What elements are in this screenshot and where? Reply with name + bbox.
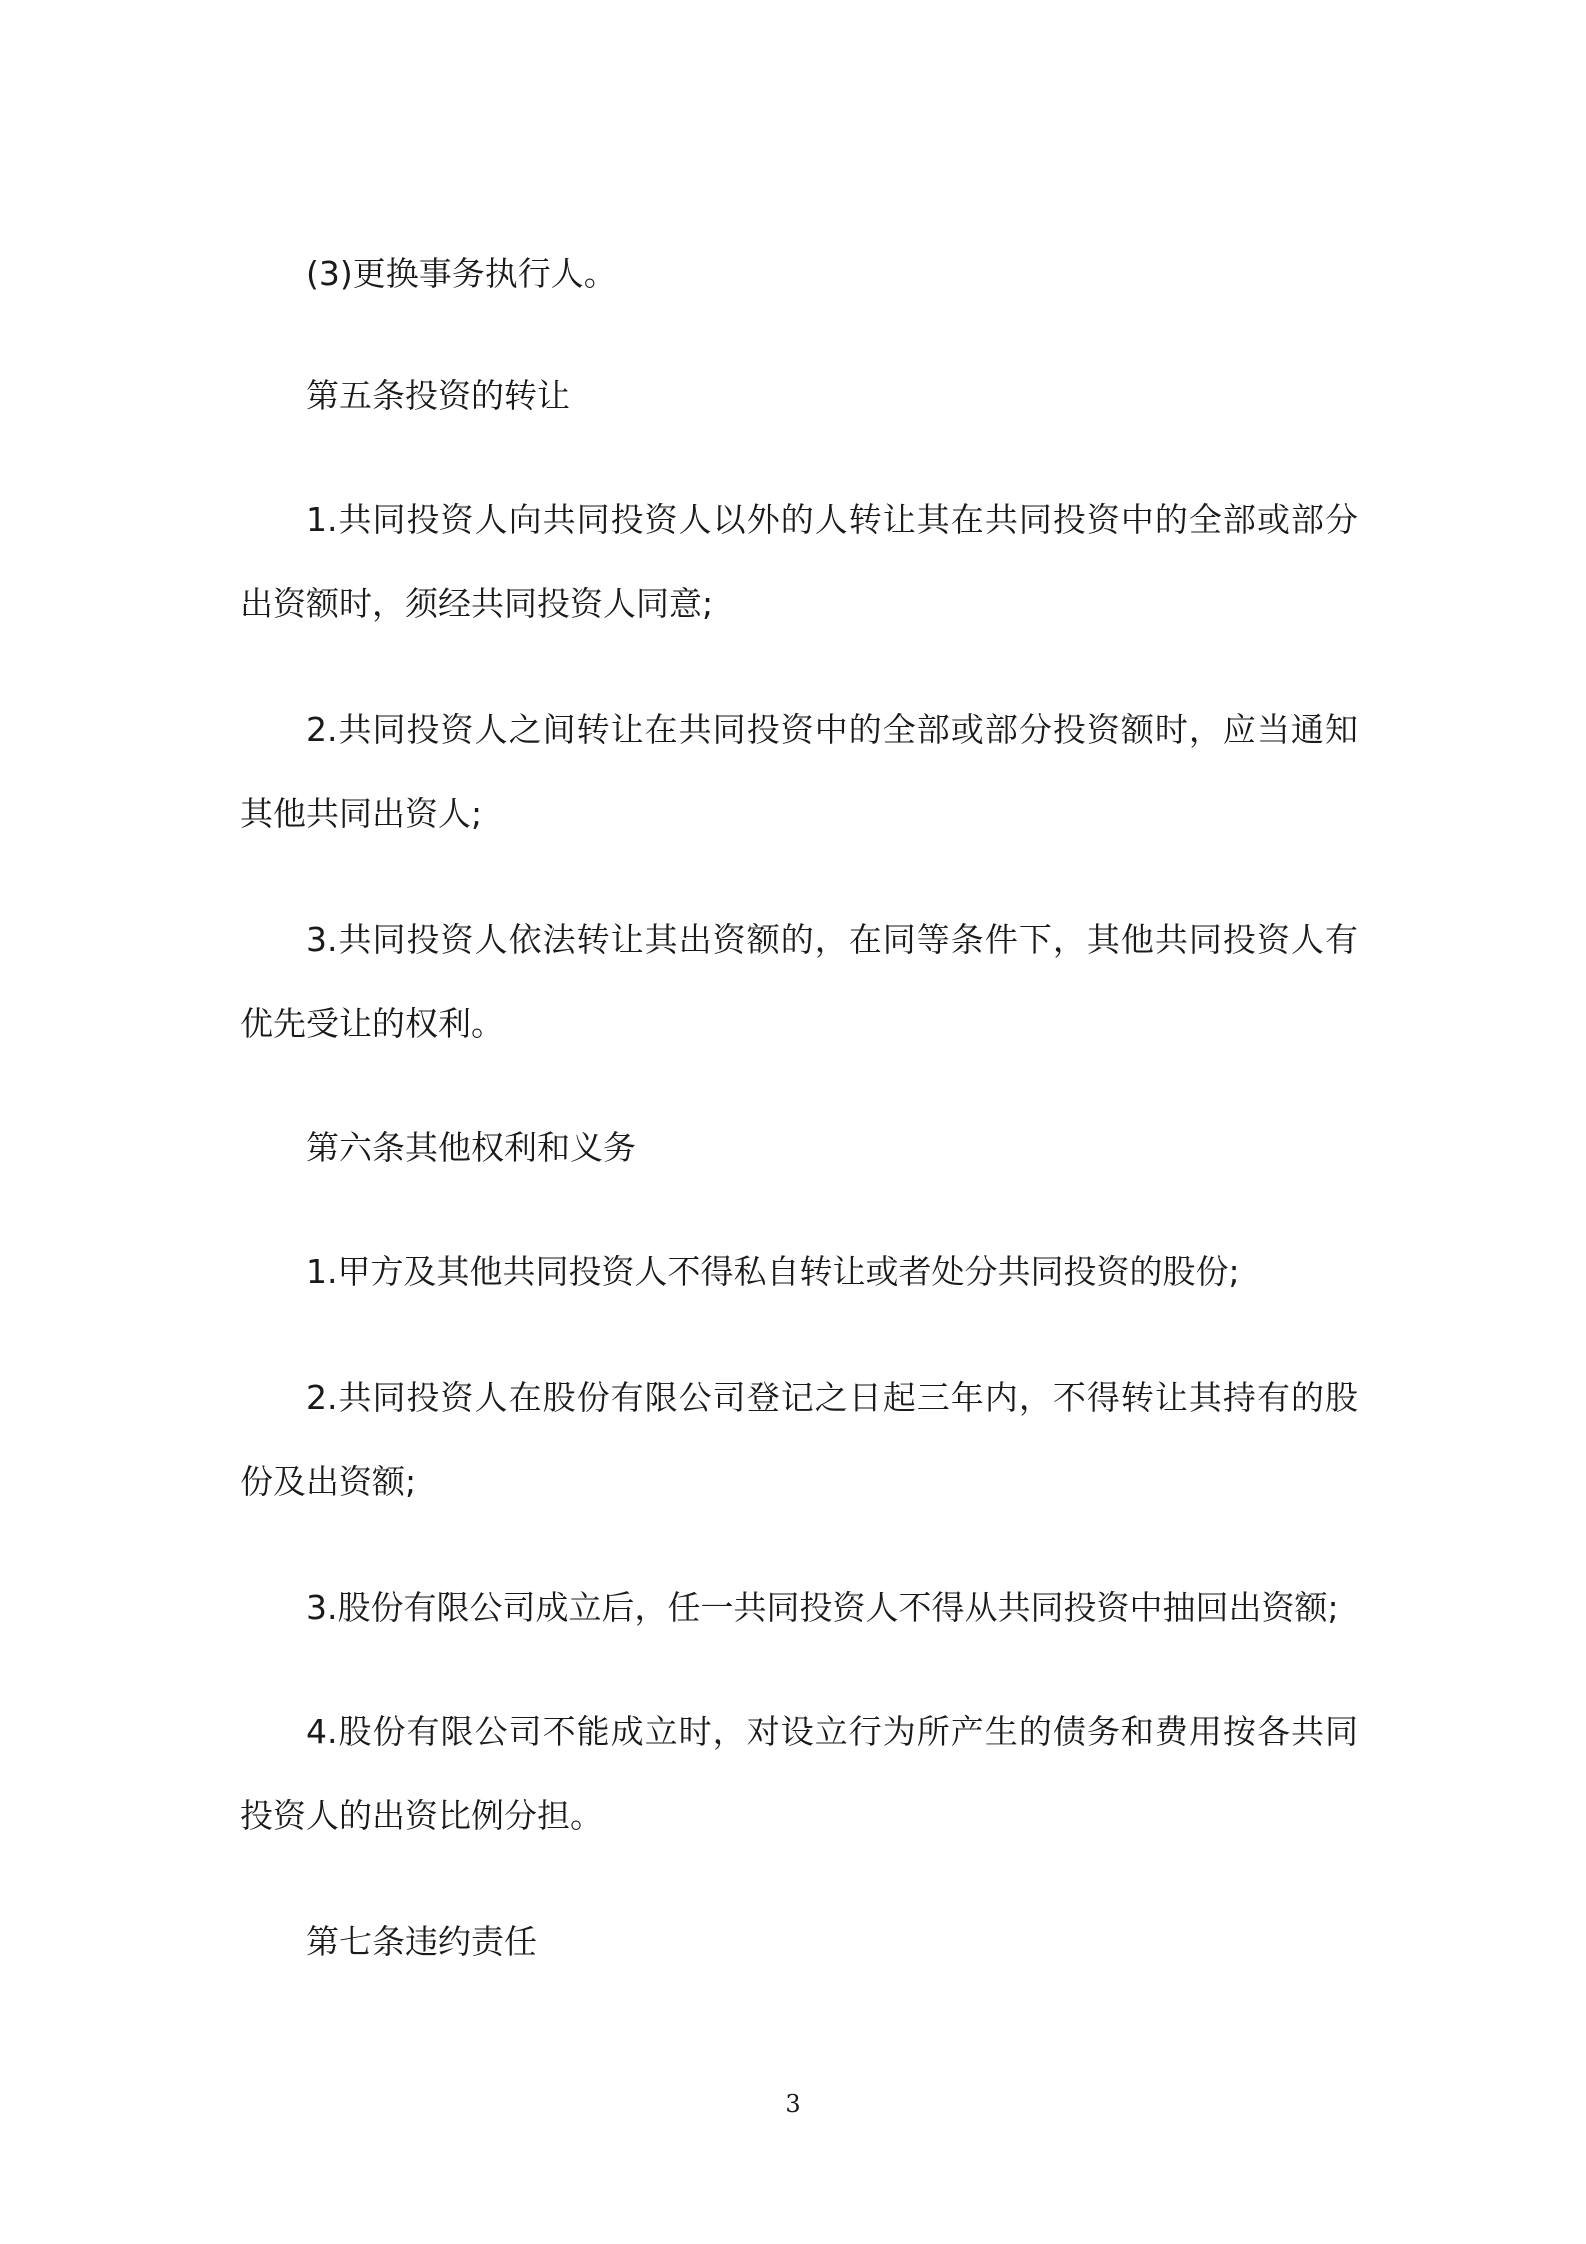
article-5-clause-1: 1.共同投资人向共同投资人以外的人转让其在共同投资中的全部或部分出资额时，须经共同投资人同意; bbox=[240, 500, 1358, 623]
article-6-clause-3: 3.股份有限公司成立后，任一共同投资人不得从共同投资中抽回出资额; bbox=[306, 1588, 1339, 1627]
paragraph-item-3: (3)更换事务执行人。 bbox=[306, 254, 617, 293]
article-7-heading: 第七条违约责任 bbox=[306, 1922, 537, 1961]
article-5-clause-3: 3.共同投资人依法转让其出资额的，在同等条件下，其他共同投资人有优先受让的权利。 bbox=[240, 920, 1358, 1043]
page-number: 3 bbox=[785, 2090, 801, 2118]
article-6-clause-1: 1.甲方及其他共同投资人不得私自转让或者处分共同投资的股份; bbox=[306, 1252, 1240, 1291]
article-6-clause-2: 2.共同投资人在股份有限公司登记之日起三年内，不得转让其持有的股份及出资额; bbox=[240, 1378, 1358, 1501]
article-5-clause-2: 2.共同投资人之间转让在共同投资中的全部或部分投资额时，应当通知其他共同出资人; bbox=[240, 710, 1358, 833]
article-6-heading: 第六条其他权利和义务 bbox=[306, 1128, 636, 1167]
article-5-heading: 第五条投资的转让 bbox=[306, 376, 570, 415]
article-6-clause-4: 4.股份有限公司不能成立时，对设立行为所产生的债务和费用按各共同投资人的出资比例分担。 bbox=[240, 1712, 1358, 1835]
